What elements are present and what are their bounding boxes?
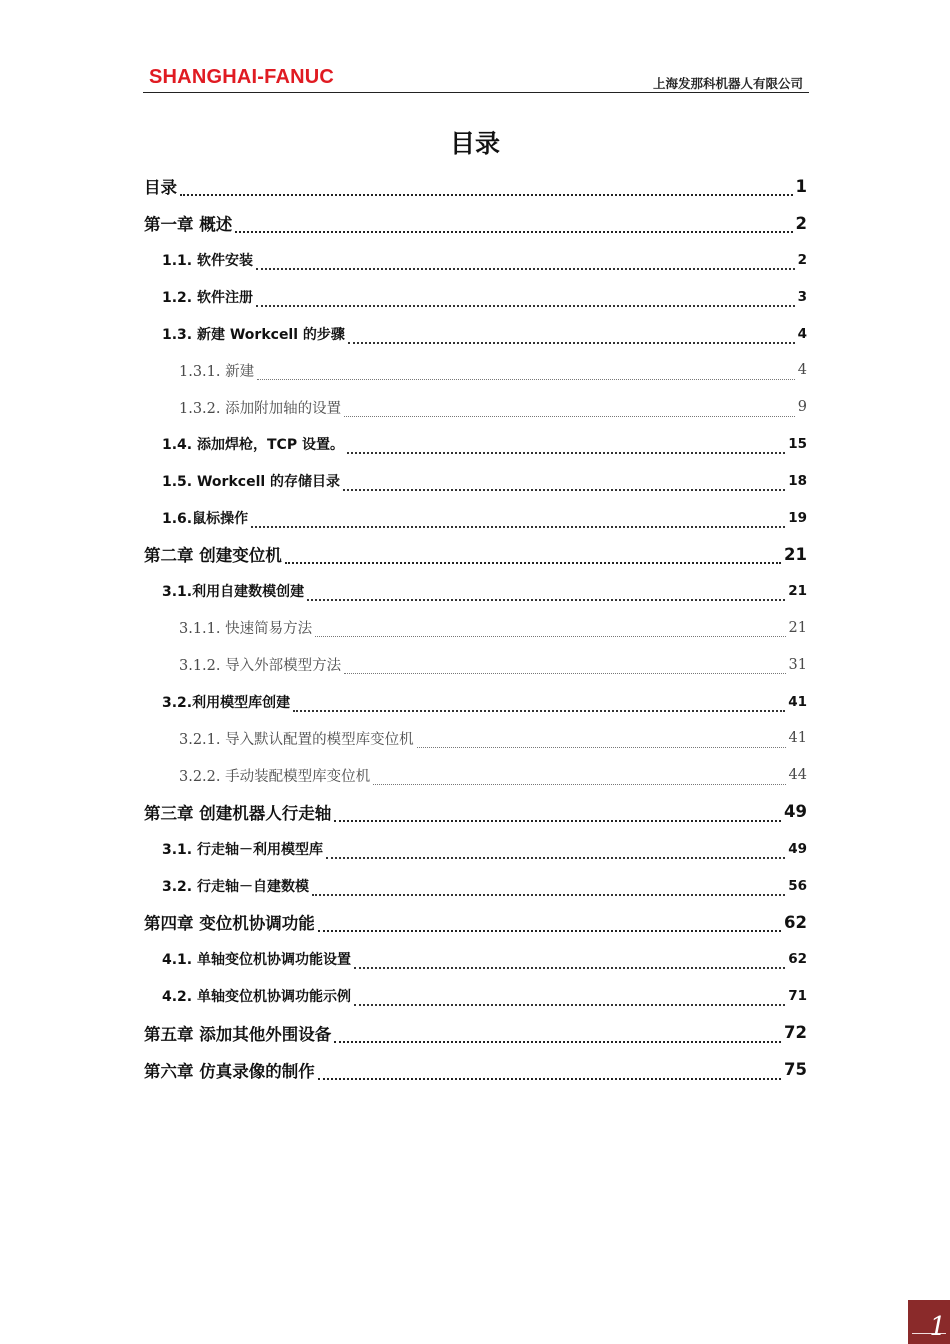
toc-dot-leader	[285, 550, 781, 564]
toc-entry[interactable]	[144, 610, 807, 647]
toc-entry-label: 1.3.2. 添加附加轴的设置	[179, 400, 342, 417]
toc-entry-label: 第二章 创建变位机	[144, 546, 282, 566]
toc-dot-leader	[354, 992, 785, 1006]
toc-entry-label: 4.2. 单轴变位机协调功能示例	[162, 988, 351, 1005]
toc-entry[interactable]	[144, 352, 807, 389]
toc-entry-page: 56	[788, 877, 807, 894]
toc-entry-label: 3.2.2. 手动装配模型库变位机	[179, 768, 371, 785]
toc-entry[interactable]	[144, 168, 807, 205]
toc-entry-page: 49	[784, 802, 807, 822]
toc-entry-label: 3.2.1. 导入默认配置的模型库变位机	[179, 731, 414, 748]
toc-entry-page: 21	[788, 583, 807, 600]
toc-dot-leader	[256, 293, 795, 307]
toc-entry[interactable]	[144, 499, 807, 536]
toc-entry-label: 1.6.鼠标操作	[162, 510, 249, 527]
toc-dot-leader	[347, 440, 785, 454]
toc-dot-leader	[348, 330, 795, 344]
toc-entry[interactable]	[144, 683, 807, 720]
toc-entry[interactable]	[144, 1051, 807, 1088]
toc-entry-page: 71	[788, 987, 807, 1004]
toc-dot-leader	[307, 587, 785, 601]
toc-entry-page: 4	[797, 362, 807, 379]
toc-entry-page: 49	[788, 840, 807, 857]
toc-entry[interactable]	[144, 720, 807, 757]
toc-entry-label: 第三章 创建机器人行走轴	[144, 803, 332, 823]
toc-entry-page: 4	[797, 325, 807, 342]
toc-entry[interactable]	[144, 1014, 807, 1051]
company-name: 上海发那科机器人有限公司	[652, 76, 803, 91]
toc-dot-leader	[257, 367, 795, 380]
toc-entry-label: 3.2.利用模型库创建	[162, 694, 291, 711]
toc-entry-page: 41	[788, 693, 807, 710]
toc-dot-leader	[318, 1066, 781, 1080]
toc-entry-label: 1.5. Workcell 的存储目录	[162, 473, 341, 490]
toc-entry[interactable]	[144, 794, 807, 831]
toc-entry-label: 4.1. 单轴变位机协调功能设置	[162, 952, 351, 969]
toc-dot-leader	[251, 514, 785, 528]
toc-entry-page: 1	[795, 176, 807, 196]
toc-entry[interactable]	[144, 536, 807, 573]
toc-dot-leader	[315, 624, 785, 637]
toc-entry-label: 3.1. 行走轴－利用模型库	[162, 841, 323, 858]
toc-entry-page: 72	[784, 1023, 807, 1043]
toc-entry-label: 第一章 概述	[144, 215, 233, 235]
toc-entry[interactable]	[144, 904, 807, 941]
toc-dot-leader	[344, 661, 785, 674]
toc-entry[interactable]	[144, 978, 807, 1015]
toc-dot-leader	[256, 256, 795, 270]
toc-entry-page: 44	[788, 767, 807, 784]
toc-entry-page: 62	[784, 912, 807, 932]
toc-entry[interactable]	[144, 426, 807, 463]
toc-entry-label: 第五章 添加其他外围设备	[144, 1024, 332, 1044]
toc-dot-leader	[334, 1029, 781, 1043]
toc-entry-page: 9	[797, 399, 807, 416]
toc-dot-leader	[334, 808, 781, 822]
toc-entry-page: 21	[784, 544, 807, 564]
toc-entry[interactable]	[144, 830, 807, 867]
toc-entry-page: 18	[788, 472, 807, 489]
toc-entry-page: 19	[788, 509, 807, 526]
toc-entry-page: 3	[797, 288, 807, 305]
page-header	[143, 64, 809, 93]
page-number-badge	[908, 1300, 950, 1344]
toc-dot-leader	[373, 772, 785, 785]
toc-entry[interactable]	[144, 278, 807, 315]
toc-dot-leader	[326, 845, 785, 859]
toc-entry[interactable]	[144, 941, 807, 978]
toc-entry-label: 1.2. 软件注册	[162, 289, 253, 306]
toc-dot-leader	[180, 182, 793, 196]
toc-entry-label: 目录	[144, 178, 177, 198]
toc-dot-leader	[354, 955, 785, 969]
toc-entry-page: 41	[788, 730, 807, 747]
toc-entry-label: 3.1.1. 快速简易方法	[179, 621, 313, 638]
page-number: 1	[929, 1312, 946, 1342]
toc-dot-leader	[293, 698, 785, 712]
toc-dot-leader	[417, 735, 786, 748]
toc-entry[interactable]	[144, 573, 807, 610]
toc-entry[interactable]	[144, 867, 807, 904]
toc-dot-leader	[312, 882, 785, 896]
toc-entry[interactable]	[144, 757, 807, 794]
toc-entry[interactable]	[144, 242, 807, 279]
toc-entry-label: 1.1. 软件安装	[162, 252, 253, 269]
toc-entry-page: 62	[788, 951, 807, 968]
toc-entry-label: 第四章 变位机协调功能	[144, 914, 315, 934]
page-title: 目录	[449, 129, 500, 158]
toc-entry-label: 1.3. 新建 Workcell 的步骤	[162, 326, 345, 343]
brand-logo: SHANGHAI-FANUC	[149, 66, 335, 88]
toc-entry-label: 3.1.2. 导入外部模型方法	[179, 658, 342, 675]
table-of-contents	[144, 168, 807, 1088]
toc-entry[interactable]	[144, 315, 807, 352]
toc-entry-page: 15	[788, 435, 807, 452]
toc-entry-label: 1.4. 添加焊枪，TCP 设置。	[162, 436, 344, 453]
toc-entry-page: 31	[788, 656, 807, 673]
toc-entry-label: 1.3.1. 新建	[179, 363, 255, 380]
toc-dot-leader	[344, 404, 795, 417]
toc-entry-label: 第六章 仿真录像的制作	[144, 1061, 315, 1081]
toc-dot-leader	[318, 918, 781, 932]
toc-entry-label: 3.1.利用自建数模创建	[162, 584, 305, 601]
toc-entry[interactable]	[144, 389, 807, 426]
toc-entry[interactable]	[144, 205, 807, 242]
toc-entry-page: 2	[797, 251, 807, 268]
toc-entry[interactable]	[144, 646, 807, 683]
toc-entry-page: 21	[788, 619, 807, 636]
toc-dot-leader	[235, 219, 792, 233]
toc-dot-leader	[343, 477, 785, 491]
toc-entry[interactable]	[144, 462, 807, 499]
toc-entry-page: 75	[784, 1060, 807, 1080]
toc-entry-page: 2	[795, 213, 807, 233]
toc-entry-label: 3.2. 行走轴－自建数模	[162, 878, 309, 895]
